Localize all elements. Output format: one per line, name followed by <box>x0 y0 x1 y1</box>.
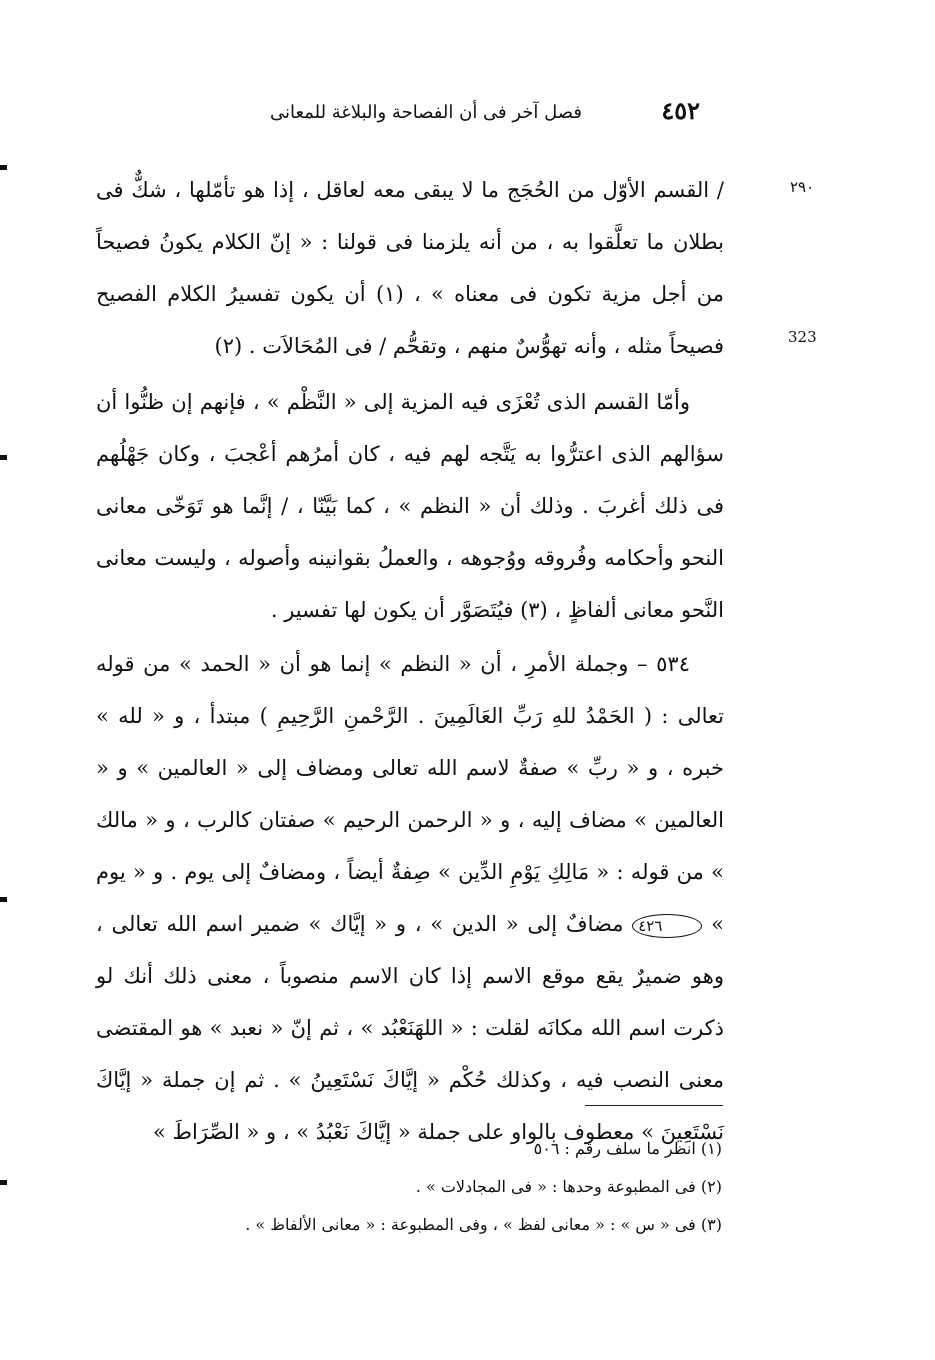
paragraph-534-text <box>96 638 724 1158</box>
footnote-2: (٢) فى المطبوعة وحدها : « فى المجادلات » . <box>415 1177 722 1196</box>
paragraph-2-text: وأمّا القسم الذى تُعْزَى فيه المزية إلى « النَّظْم » ، فإنهم إن ظنُّوا أن سؤالهم الذى اعترُّوا به يَتَّجه لهم فيه ، كان أمرُهم أعْجبَ ، وكان جَهْلُهم فى ذلك أغربَ . وذلك أن « النظم » ، كما بَيَّنّا ، / إنَّما هو تَوَخّى معانى النحو وأحكامه وفُروقه ووُجوهه ، والعملُ بقوانينه وأصوله ، وليست معانى النَّحو معانى ألفاظٍ ، (٣) فيُتَصَوَّر أن يكون لها تفسير . <box>96 390 724 622</box>
paragraph-1 <box>96 164 724 372</box>
footnote-3: (٣) فى « س » : « معانى لفظ » ، وفى المطبوعة : « معانى الألفاظ » . <box>245 1215 722 1234</box>
original-page-ref: 323 <box>788 328 817 346</box>
circled-page-marker: ٤٢٦ <box>632 914 702 938</box>
scan-edge-mark <box>0 455 7 460</box>
paragraph-1-text: / القسم الأوّل من الحُجَج ما لا يبقى معه لعاقل ، إذا هو تأمّلها ، شكٌّ فى بطلان ما تعلَّقوا به ، من أنه يلزمنا فى قولنا : « إنّ الكلام يكونُ فصيحاً من أجل مزية تكون فى معناه » ، (١) أن يكون تفسيرُ الكلام الفصيح فصيحاً مثله ، وأنه تهوُّسٌ منهم ، وتقحُّم / فى المُحَالاَت . (٢) <box>96 178 724 358</box>
running-header <box>260 98 700 132</box>
footnotes <box>160 1130 722 1244</box>
section-number: ٢٩٠ <box>790 178 815 196</box>
scan-edge-mark <box>0 897 7 902</box>
page-number: ٤٥٢ <box>661 96 700 125</box>
paragraph-534-part-1: ٥٣٤ – وجملة الأمرِ ، أن « النظم » إنما هو أن « الحمد » من قوله تعالى : ( الحَمْدُ للهِ رَبِّ العَالَمِينَ . الرَّحْمنِ الرَّحِيمِ ) مبتدأ ، و « لله » خبره ، و « ربِّ » صفةٌ لاسم الله تعالى ومضاف إلى « العالمين » و « العالمين » مضاف إليه ، و « الرحمن الرحيم » صفتان كالرب ، و « مالك » من قوله : « مَالِكِ يَوْمِ الدِّين » صِفةٌ أيضاً ، ومضافٌ إلى يوم . و « يوم » <box>96 652 724 936</box>
paragraph-534-part-2: مضافٌ إلى « الدين » ، و « إيَّاك » ضمير اسم الله تعالى ، وهو ضميرٌ يقع موقع الاسم إذا كان الاسم منصوباً ، معنى ذلك أنك لو ذكرت اسم الله مكانَه لقلت : « اللهَنَعْبُد » ، ثم إنّ « نعبد » هو المقتضى معنى النصب فيه ، وكذلك حُكْم « إيَّاكَ نَسْتَعِينُ » . ثم إن جملة « إيَّاكَ نَسْتَعِينَ » معطوف بالواو على جملة « إيَّاكَ نَعْبُدُ » ، و « الصِّرَاطَ » <box>96 912 724 1144</box>
footnote-divider <box>585 1105 723 1106</box>
running-title: فصل آخر فى أن الفصاحة والبلاغة للمعانى <box>270 102 582 123</box>
scan-edge-mark <box>0 165 7 170</box>
paragraph-534 <box>96 638 724 1158</box>
footnote-1: (١) انظر ما سلف رقم : ٥٠٦ <box>533 1139 722 1158</box>
paragraph-2 <box>96 376 724 636</box>
scan-edge-mark <box>0 1180 7 1185</box>
